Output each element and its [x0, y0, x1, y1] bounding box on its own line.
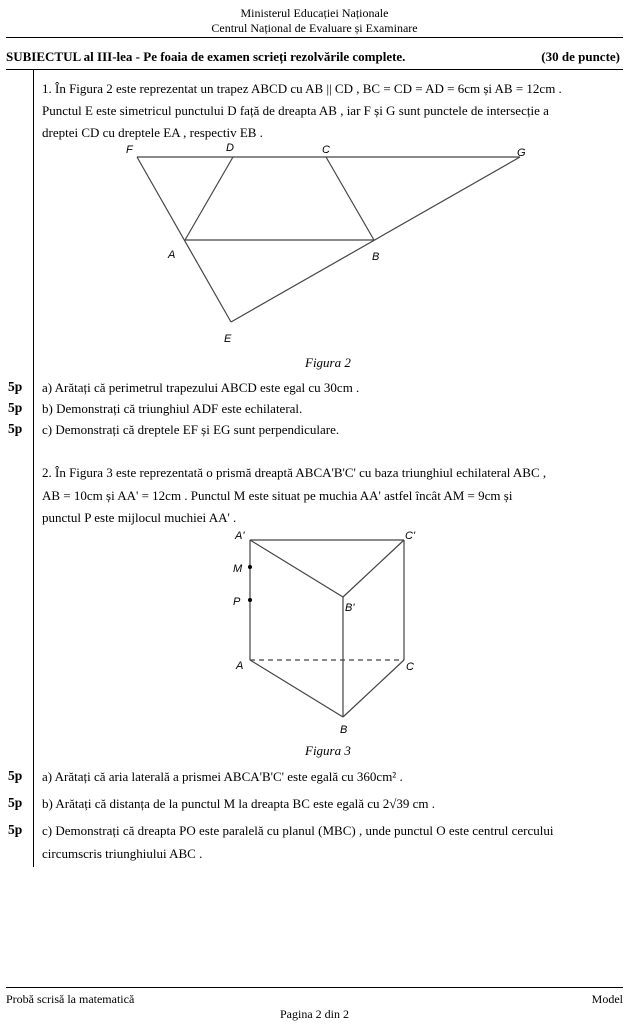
- p1-line1: 1. În Figura 2 este reprezentat un trapez ABCD cu AB || CD , BC = CD = AD = 6cm și AB = 12cm .: [42, 81, 562, 96]
- footer-left: Probă scrisă la matematică: [6, 992, 135, 1006]
- label-E: E: [224, 333, 232, 345]
- label-A1: A': [235, 530, 245, 542]
- segment-AD: [185, 157, 233, 240]
- p1-item-c: c) Demonstrați că dreptele EF și EG sunt perpendiculare.: [42, 422, 340, 437]
- p1-item-b-points: 5p: [8, 400, 23, 415]
- p1-item-b: b) Demonstrați că triunghiul ADF este echilateral.: [42, 401, 303, 416]
- edge-AB: [250, 660, 343, 717]
- p1-line2: Punctul E este simetricul punctului D față de dreapta AB , iar F și G sunt punctele de intersecție a: [42, 103, 549, 118]
- subject-points: (30 de puncte): [541, 49, 620, 64]
- p1-line3: dreptei CD cu dreptele EA , respectiv EB .: [42, 125, 263, 140]
- label-A: A: [168, 249, 176, 261]
- label-B1: B': [345, 602, 355, 614]
- figure-3-caption: Figura 3: [305, 743, 351, 758]
- p2-item-c: c) Demonstrați că dreapta PO este paralelă cu planul (MBC) , unde punctul O este centrul cercului: [42, 823, 554, 838]
- label-P: P: [233, 596, 241, 608]
- p2-item-b-points: 5p: [8, 795, 23, 810]
- footer-right: Model: [591, 992, 623, 1006]
- label-M: M: [233, 563, 243, 575]
- footer-rule: [6, 987, 623, 988]
- p2-item-c-cont: circumscris triunghiului ABC .: [42, 846, 203, 861]
- p1-item-a-points: 5p: [8, 379, 23, 394]
- p1-item-c-points: 5p: [8, 421, 23, 436]
- label-F: F: [126, 144, 133, 156]
- edge-C1B1: [343, 540, 404, 597]
- figure-2-caption: Figura 2: [305, 355, 351, 370]
- segment-BC: [326, 157, 374, 240]
- label-D: D: [226, 142, 234, 154]
- label-C: C: [322, 144, 330, 156]
- center-name: Centrul Național de Evaluare și Examinare: [211, 21, 418, 35]
- label-B: B: [372, 251, 380, 263]
- p2-item-a: a) Arătați că aria laterală a prismei ABCA'B'C' este egală cu 360cm² .: [42, 769, 403, 784]
- label-C1: C': [405, 530, 416, 542]
- figure-2-trapezoid: [0, 0, 629, 360]
- p2-item-b: b) Arătați că distanța de la punctul M la dreapta BC este egală cu 2√39 cm .: [42, 796, 436, 811]
- ministry-name: Ministerul Educației Naționale: [240, 6, 389, 20]
- figure-3-prism: [0, 525, 629, 745]
- edge-A1B1: [250, 540, 343, 597]
- p2-line1: 2. În Figura 3 este reprezentată o prismă dreaptă ABCA'B'C' cu baza triunghiul echilateral ABC ,: [42, 465, 547, 480]
- footer-page: Pagina 2 din 2: [280, 1007, 349, 1021]
- point-M: [248, 565, 252, 569]
- p2-item-a-points: 5p: [8, 768, 23, 783]
- edge-CB: [343, 660, 404, 717]
- label-A: A: [236, 660, 244, 672]
- label-B: B: [340, 724, 348, 736]
- point-P: [248, 598, 252, 602]
- p2-line2: AB = 10cm și AA' = 12cm . Punctul M este situat pe muchia AA' astfel încât AM = 9cm și: [42, 488, 513, 503]
- subject-title: SUBIECTUL al III-lea - Pe foaia de examen scrieți rezolvările complete.: [6, 49, 406, 64]
- p1-item-a: a) Arătați că perimetrul trapezului ABCD este egal cu 30cm .: [42, 380, 360, 395]
- label-C: C: [406, 661, 414, 673]
- p2-item-c-points: 5p: [8, 822, 23, 837]
- label-G: G: [517, 147, 526, 159]
- p2-line3: punctul P este mijlocul muchiei AA' .: [42, 510, 237, 525]
